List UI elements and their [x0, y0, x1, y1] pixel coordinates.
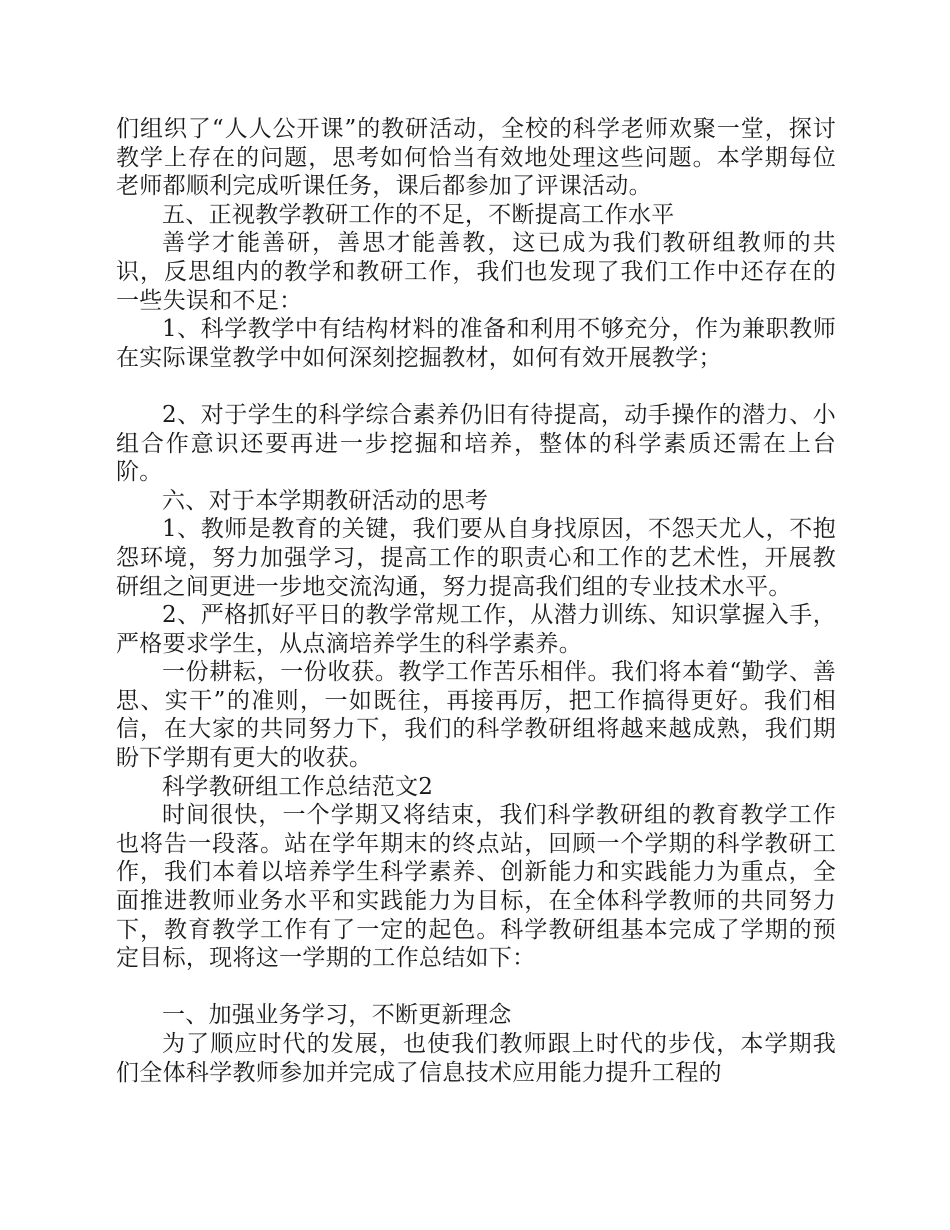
paragraph-spacer [116, 372, 836, 401]
list-item-shortcoming-1: 1、科学教学中有结构材料的准备和利用不够充分，作为兼职教师在实际课堂教学中如何深刻挖掘教材，如何有效开展教学； [116, 316, 836, 371]
paragraph-conclusion: 一份耕耘，一份收获。教学工作苦乐相伴。我们将本着“勤学、善思、实干”的准则，一如既往，再接再厉，把工作搞得更好。我们相信，在大家的共同努力下，我们的科学教研组将越来越成熟，我们期盼下学期有更大的收获。 [116, 659, 836, 772]
section-heading-1: 一、加强业务学习，不断更新理念 [162, 1002, 512, 1029]
list-item-thought-1: 1、教师是教育的关键，我们要从自身找原因，不怨天尤人，不抱怨环境，努力加强学习，提高工作的职责心和工作的艺术性，开展教研组之间更进一步地交流沟通，努力提高我们组的专业技术水平。 [116, 516, 836, 600]
section-heading-6: 六、对于本学期教研活动的思考 [162, 487, 489, 514]
document-body [116, 115, 836, 1087]
paragraph-study: 为了顺应时代的发展，也使我们教师跟上时代的步伐，本学期我们全体科学教师参加并完成了信息技术应用能力提升工程的 [116, 1031, 836, 1086]
list-item-thought-2: 2、严格抓好平日的教学常规工作，从潜力训练、知识掌握入手，严格要求学生，从点滴培养学生的科学素养。 [116, 602, 836, 657]
section-heading-5: 五、正视教学教研工作的不足，不断提高工作水平 [162, 201, 675, 228]
paragraph-reflection: 善学才能善研，善思才能善教，这已成为我们教研组教师的共识，反思组内的教学和教研工作，我们也发现了我们工作中还存在的一些失误和不足： [116, 230, 836, 314]
article-title-2: 科学教研组工作总结范文2 [162, 773, 434, 800]
paragraph-intro: 时间很快，一个学期又将结束，我们科学教研组的教育教学工作也将告一段落。站在学年期末的终点站，回顾一个学期的科学教研工作，我们本着以培养学生科学素养、创新能力和实践能力为重点，全面推进教师业务水平和实践能力为目标，在全体科学教师的共同努力下，教育教学工作有了一定的起色。科学教研组基本完成了学期的预定目标，现将这一学期的工作总结如下： [116, 802, 836, 972]
list-item-shortcoming-2: 2、对于学生的科学综合素养仍旧有待提高，动手操作的潜力、小组合作意识还要再进一步挖掘和培养，整体的科学素质还需在上台阶。 [116, 401, 836, 486]
paragraph-continuation: 们组织了“人人公开课”的教研活动，全校的科学老师欢聚一堂，探讨教学上存在的问题，思考如何恰当有效地处理这些问题。本学期每位老师都顺利完成听课任务，课后都参加了评课活动。 [116, 116, 836, 200]
paragraph-spacer [116, 973, 836, 1002]
